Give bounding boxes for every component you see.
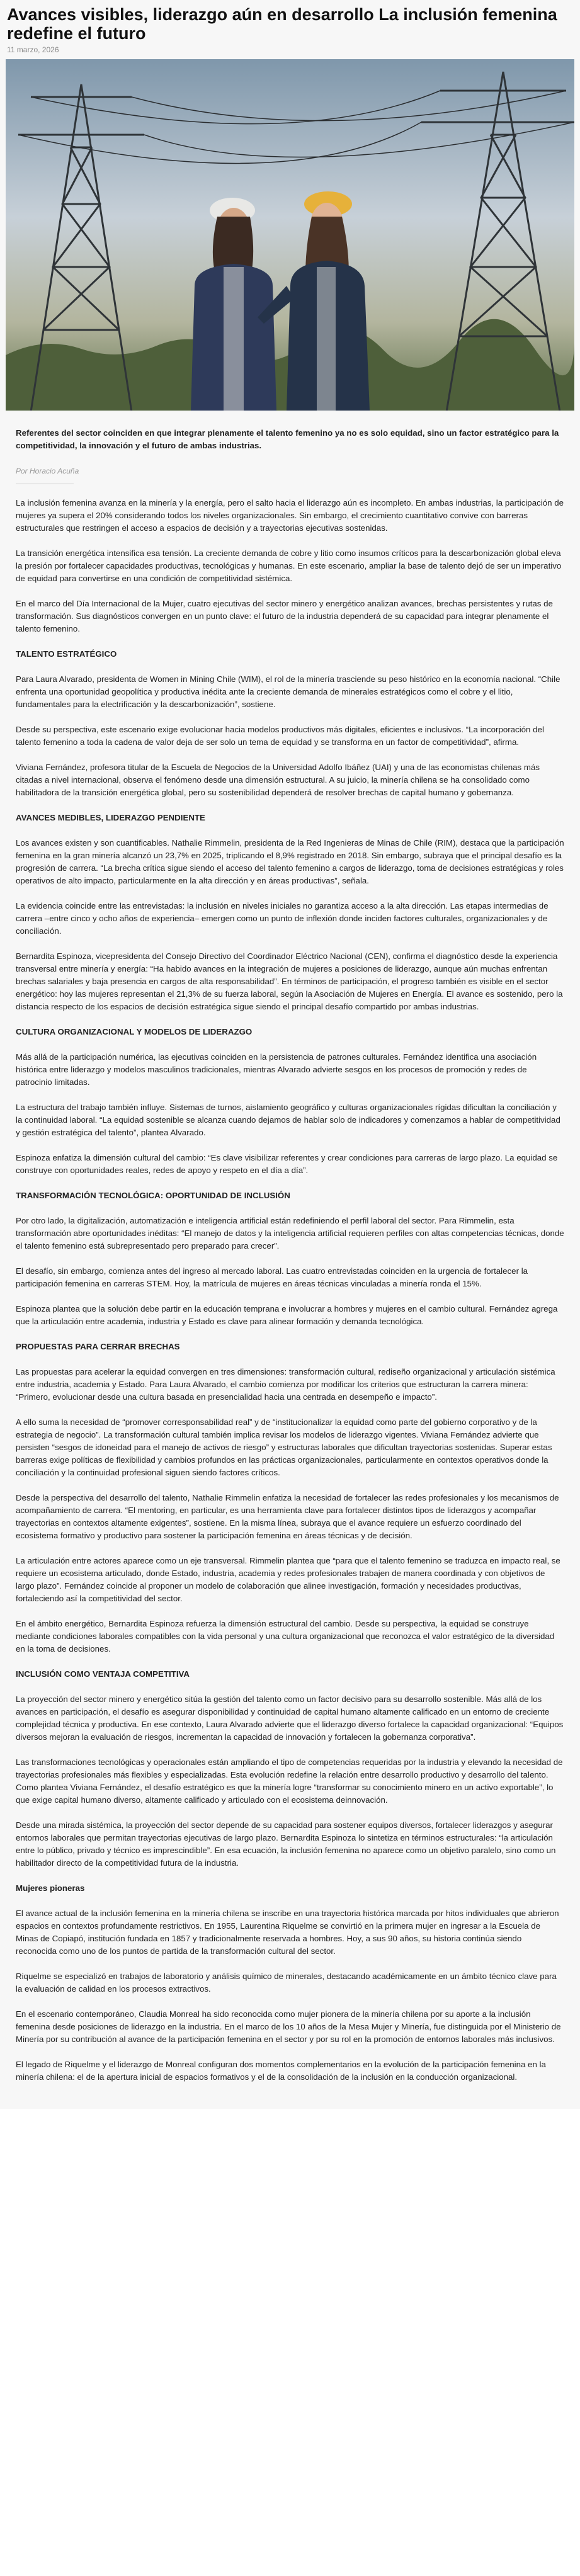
paragraph: El desafío, sin embargo, comienza antes del ingreso al mercado laboral. Las cuatro entrevistadas coinciden en la urgencia de fortalecer la participación femenina en carreras STEM. Hoy, la matrícula de mujeres en áreas técnicas vinculadas a minería ronda el 15%. (16, 1266, 528, 1288)
power-lines-scene (6, 59, 574, 411)
paragraph: Los avances existen y son cuantificables. Nathalie Rimmelin, presidenta de la Red Ingenieras de Minas de Chile (RIM), destaca que la participación femenina en la gran minería alcanzó un 23,7% en 2025, triplicando el 8,9% registrado en 2018. Sin embargo, subraya que el principal desafío es la progresión de carrera. “La brecha crítica sigue siendo el acceso del talento femenino a cargos de liderazgo, toma de decisiones estratégicas y roles operativos de alto impacto, particularmente en la alta dirección y en áreas productivas”, señala. (16, 838, 564, 885)
paragraph: Desde una mirada sistémica, la proyección del sector depende de su capacidad para sostener equipos diversos, fortalecer liderazgos y asegurar entornos laborales que permitan trayectorias ejecutivas de largo plazo. Bernardita Espinoza lo sintetiza en términos estructurales: “la articulación entre lo público, privado y técnico es imprescindible”. En esa ecuación, la inclusión femenina no aparece como un objetivo paralelo, sino como un habilitador directo de la competitividad futura de la industria. (16, 1820, 556, 1868)
paragraph: Bernardita Espinoza, vicepresidenta del Consejo Directivo del Coordinador Eléctrico Nacional (CEN), confirma el diagnóstico desde la experiencia transversal entre minería y energía: “Ha habido avances en la integración de mujeres a posiciones de liderazgo, aunque aún muchas enfrentan brechas salariales y baja presencia en cargos de alta responsabilidad”. En términos de participación, el progreso también es visible en el sector energético: hoy las mujeres representan el 21,3% de su fuerza laboral, según la Asociación de Mujeres en Energía. El avance es sostenido, pero la distancia respecto de los espacios de decisión estratégica sigue siendo el principal desafío compartido por ambas industrias. (16, 951, 563, 1011)
section-heading: Mujeres pioneras (16, 1883, 85, 1893)
paragraph: Riquelme se especializó en trabajos de laboratorio y análisis químico de minerales, destacando académicamente en un ámbito técnico clave para la evaluación de calidad en los procesos extractivos. (16, 1972, 557, 1994)
paragraph: El avance actual de la inclusión femenina en la minería chilena se inscribe en una trayectoria histórica marcada por hitos individuales que abrieron espacios en contextos profundamente restrictivos. En 1955, Laurentina Riquelme se convirtió en la primera mujer en ingresar a la Escuela de Minas de Copiapó, institución fundada en 1857 y tradicionalmente reservada a hombres. Hoy, a sus 90 años, su historia continúa siendo reconocida como uno de los puntos de partida de la transformación cultural del sector. (16, 1909, 559, 1956)
paragraph: La proyección del sector minero y energético sitúa la gestión del talento como un factor decisivo para su desarrollo sostenible. Más allá de los avances en participación, el desafío es asegurar disponibilidad y continuidad de capital humano altamente calificado en un entorno de creciente complejidad técnica y productiva. En ese contexto, Laura Alvarado advierte que el liderazgo diverso fortalece la capacidad organizacional: “Equipos diversos mejoran la evaluación de riesgos, incrementan la capacidad de innovación y fortalecen la gobernanza corporativa”. (16, 1694, 564, 1742)
hero-image (6, 59, 574, 411)
paragraph: Espinoza enfatiza la dimensión cultural del cambio: “Es clave visibilizar referentes y crear condiciones para carreras de largo plazo. La equidad se construye con oportunidades reales, redes de apoyo y respeto en el día a día”. (16, 1153, 558, 1175)
paragraph: Las transformaciones tecnológicas y operacionales están ampliando el tipo de competencias requeridas por la industria y elevando la necesidad de trayectorias profesionales más flexibles y especializadas. Esta evolución redefine la relación entre desarrollo productivo y desarrollo del talento. Como plantea Viviana Fernández, el desafío estratégico es que la minería logre “transformar su conocimiento minero en un activo exportable”, lo que exige capital humano diverso, altamente calificado y articulado con el ecosistema deinnovación. (16, 1757, 563, 1805)
section-heading: TALENTO ESTRATÉGICO (16, 649, 117, 659)
paragraph: Desde su perspectiva, este escenario exige evolucionar hacia modelos productivos más digitales, eficientes e inclusivos. “La incorporación del talento femenino a toda la cadena de valor deja de ser solo un tema de equidad y se transforma en un factor de competitividad”, afirma. (16, 725, 544, 747)
paragraph: Para Laura Alvarado, presidenta de Women in Mining Chile (WIM), el rol de la minería trasciende su peso histórico en la economía nacional. “Chile enfrenta una oportunidad geopolítica y productiva inédita ante la creciente demanda de minerales estratégicos como el cobre y el litio, fundamentales para la electrificación y la descarbonización”, sostiene. (16, 674, 560, 709)
paragraph: El legado de Riquelme y el liderazgo de Monreal configuran dos momentos complementarios en la evolución de la participación femenina en la minería chilena: el de la apertura inicial de espacios formativos y el de la consolidación de la inclusión en la conducción organizacional. (16, 2060, 546, 2082)
article-date: 11 marzo, 2026 (7, 45, 59, 54)
paragraph: La inclusión femenina avanza en la minería y la energía, pero el salto hacia el liderazgo aún es incompleto. En ambas industrias, la participación de mujeres ya supera el 20% considerando todos los niveles organizacionales. Sin embargo, el crecimiento cuantitativo convive con barreras estructurales que restringen el acceso a espacios de decisión y a trayectorias ejecutivas sostenidas. (16, 498, 564, 533)
paragraph: La estructura del trabajo también influye. Sistemas de turnos, aislamiento geográfico y culturas organizacionales rígidas dificultan la conciliación y la continuidad laboral. “La equidad sostenible se alcanza cuando dejamos de hablar solo de indicadores y comenzamos a hablar de competitividad y gestión estratégica del talento”, plantea Alvarado. (16, 1103, 560, 1137)
article-blocks (16, 497, 564, 2084)
paragraph: La evidencia coincide entre las entrevistadas: la inclusión en niveles iniciales no garantiza acceso a la alta dirección. Las etapas intermedias de carrera –entre cinco y ocho años de experiencia– emergen como un punto de inflexión donde inciden factores culturales, organizacionales y de conciliación. (16, 901, 549, 936)
paragraph: Por otro lado, la digitalización, automatización e inteligencia artificial están redefiniendo el perfil laboral del sector. Para Rimmelin, esta transformación abre oportunidades inéditas: “El manejo de datos y la inteligencia artificial requieren perfiles con altas competencias técnicas, donde el talento femenino está subrepresentado pero preparado para crecer”. (16, 1216, 564, 1251)
paragraph: En el ámbito energético, Bernardita Espinoza refuerza la dimensión estructural del cambio. Desde su perspectiva, la equidad se construye mediante condiciones laborales compatibles con la vida personal y una cultura organizacional que reconozca el valor estratégico de la diversidad en la toma de decisiones. (16, 1619, 555, 1654)
paragraph: Viviana Fernández, profesora titular de la Escuela de Negocios de la Universidad Adolfo Ibáñez (UAI) y una de las economistas chilenas más citadas a nivel internacional, observa el fenómeno desde una dimensión estructural. A su juicio, la minería chilena se ha consolidado como habilitadora de la transición energética global, pero su sostenibilidad dependerá de resolver brechas de capital humano y gobernanza. (16, 763, 540, 797)
paragraph: En el escenario contemporáneo, Claudia Monreal ha sido reconocida como mujer pionera de la minería chilena por su aporte a la inclusión femenina desde posiciones de liderazgo en la industria. En el marco de los 10 años de la Mesa Mujer y Minería, fue distinguida por el Ministerio de Minería por su contribución al avance de la participación femenina en el sector y por su rol en la promoción de entornos laborales más inclusivos. (16, 2009, 561, 2044)
paragraph: En el marco del Día Internacional de la Mujer, cuatro ejecutivas del sector minero y energético analizan avances, brechas persistentes y rutas de transformación. Sus diagnósticos convergen en un punto clave: el futuro de la industria dependerá de su capacidad para integrar plenamente el talento femenino. (16, 599, 553, 633)
paragraph: A ello suma la necesidad de “promover corresponsabilidad real” y de “institucionalizar la equidad como parte del gobierno corporativo y de la estrategia de negocio”. La transformación cultural también implica revisar los modelos de liderazgo vigentes. Viviana Fernández advierte que persisten “sesgos de idoneidad para el manejo de activos de riesgo” y estructuras laborales que dificultan trayectorias sostenidas. Superar estas barreras exige políticas de flexibilidad y cambios profundos en las prácticas organizacionales, particularmente en contextos operativos donde la conciliación y la continuidad profesional siguen siendo factores críticos. (16, 1417, 552, 1477)
article-title: Avances visibles, liderazgo aún en desarrollo La inclusión femenina redefine el futuro (7, 5, 557, 43)
paragraph: Desde la perspectiva del desarrollo del talento, Nathalie Rimmelin enfatiza la necesidad de fortalecer las redes profesionales y los mecanismos de acompañamiento de carrera. “El mentoring, en particular, es una herramienta clave para fortalecer distintos tipos de liderazgos y acompañar trayectorias en contextos altamente exigentes”, sostiene. En la misma línea, subraya que el avance requiere un esfuerzo coordinado del ecosistema formativo y productivo para sostener la participación femenina en áreas técnicas y de decisión. (16, 1493, 559, 1540)
paragraph: Espinoza plantea que la solución debe partir en la educación temprana e involucrar a hombres y mujeres en el cambio cultural. Fernández agrega que la articulación entre academia, industria y Estado es clave para alinear formación y demanda tecnológica. (16, 1304, 558, 1326)
paragraph: Las propuestas para acelerar la equidad convergen en tres dimensiones: transformación cultural, rediseño organizacional y articulación sistémica entre industria, academia y Estado. Para Laura Alvarado, el cambio comienza por modificar los criterios que estructuran la carrera minera: “Primero, evolucionar desde una cultura basada en presencialidad hacia una centrada en desempeño e impacto”. (16, 1367, 555, 1402)
paragraph: La transición energética intensifica esa tensión. La creciente demanda de cobre y litio como insumos críticos para la descarbonización global eleva la presión por fortalecer capacidades productivas, tecnológicas y humanas. En este escenario, ampliar la base de talento dejó de ser un imperativo de equidad para convertirse en una condición de competitividad sistémica. (16, 548, 562, 583)
section-heading: INCLUSIÓN COMO VENTAJA COMPETITIVA (16, 1669, 190, 1679)
paragraph: La articulación entre actores aparece como un eje transversal. Rimmelin plantea que “para que el talento femenino se traduzca en impacto real, se requiere un ecosistema articulado, donde Estado, industria, academia y redes profesionales trabajen de manera coordinada y con objetivos de largo plazo”. Fernández coincide al proponer un modelo de colaboración que alinee investigación, formación y necesidades productivas, fortaleciendo así la competitividad del sector. (16, 1556, 560, 1603)
section-heading: AVANCES MEDIBLES, LIDERAZGO PENDIENTE (16, 813, 205, 822)
section-heading: CULTURA ORGANIZACIONAL Y MODELOS DE LIDERAZGO (16, 1027, 253, 1036)
paragraph: Más allá de la participación numérica, las ejecutivas coinciden en la persistencia de patrones culturales. Fernández identifica una asociación histórica entre liderazgo y modelos masculinos tradicionales, mientras Alvarado advierte sesgos en los procesos de promoción y redes de patrocinio limitadas. (16, 1052, 537, 1087)
article-lead: Referentes del sector coinciden en que integrar plenamente el talento femenino ya no es solo equidad, sino un factor estratégico para la competitividad, la innovación y el futuro de ambas industrias. (16, 428, 559, 450)
article-byline: Por Horacio Acuña (16, 467, 79, 475)
section-heading: TRANSFORMACIÓN TECNOLÓGICA: OPORTUNIDAD DE INCLUSIÓN (16, 1191, 290, 1200)
section-heading: PROPUESTAS PARA CERRAR BRECHAS (16, 1342, 180, 1351)
article-body (6, 427, 574, 2084)
